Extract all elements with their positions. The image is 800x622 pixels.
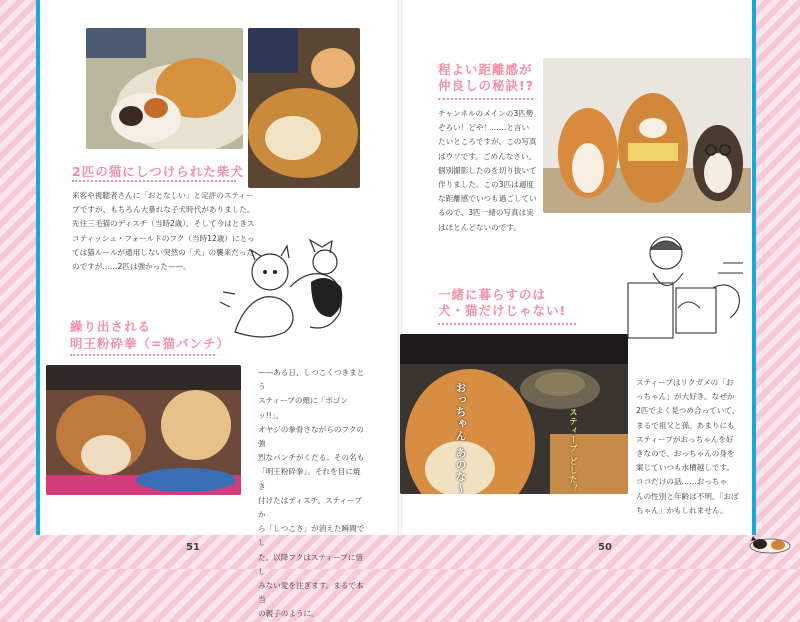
- photo-caption-tortoise-speech: [452, 382, 468, 495]
- caption-line: おっちゃん: [454, 382, 467, 442]
- text-line: のですが……2匹は強かった——。: [72, 262, 191, 272]
- illustration-cats-punching-dog: [215, 232, 360, 347]
- text-line: ら「しつこさ」が消えた瞬間でし: [258, 524, 365, 548]
- heading-cat-punch-technique: [70, 318, 230, 352]
- text-line: な距離感でいつも過ごしてい: [438, 194, 537, 204]
- photo-cat-punching-steve: [46, 365, 241, 495]
- left-edge-strip: [36, 0, 40, 535]
- text-line: オヤジの拳骨さながらのフクの強: [258, 424, 365, 449]
- page-number-left: 51: [186, 542, 200, 553]
- heading-line: 繰り出される: [70, 319, 152, 334]
- heading-line: 犬・猫だけじゃない!: [438, 303, 567, 318]
- text-line: スティーブはリクガメの「お: [636, 378, 734, 387]
- heading-underline: [72, 180, 236, 182]
- text-line: るので、3匹一緒の写真は実: [438, 208, 534, 218]
- text-line: ココだけの話……おっちゃ: [636, 477, 728, 487]
- heading-underline: [438, 323, 576, 325]
- text-line: はほとんどないのです。: [438, 222, 521, 232]
- text-line: の親子のように。: [258, 609, 319, 619]
- text-line: た。以降フクはスティーブに惜し: [258, 552, 363, 576]
- heading-distance-secret: [438, 62, 534, 94]
- page-number-right: 50: [598, 542, 612, 553]
- photo-dog-with-scottish-fold: [248, 28, 360, 188]
- calico-cat-icon: [748, 532, 792, 554]
- paragraph-punch-story: [258, 366, 368, 622]
- text-line: スティーブがおっちゃんを好: [636, 434, 734, 444]
- heading-not-only-dogs-and-cats: [438, 287, 566, 319]
- text-line: 個別撮影したのを切り抜いて: [438, 165, 537, 175]
- photo-steve-and-tortoise: [400, 334, 628, 494]
- text-line: チャンネルのメインの3匹勢: [438, 109, 534, 118]
- text-line: ちゃん」かもしれません。: [636, 505, 728, 515]
- heading-line: 明王粉砕拳（=猫パンチ）: [70, 336, 230, 351]
- heading-line: 仲良しの秘訣!?: [438, 78, 534, 93]
- photo-three-pets-lineup: [543, 58, 751, 213]
- text-line: きなので、おっちゃんの身を: [636, 449, 735, 459]
- text-line: スティーブの顔に「ポゴンッ!!」。: [258, 396, 348, 420]
- text-line: 案じていつも水槽越しです。: [636, 463, 735, 473]
- text-line: 先住三毛猫のディスチ（当時2歳）、そして今はときス: [72, 219, 255, 229]
- text-line: っちゃん」が大好き。なぜか: [636, 392, 735, 402]
- text-line: 来客や視聴者さんに「おとなしい」と定評のスティー: [72, 191, 254, 200]
- text-line: 2匹でよく見つめ合っていて、: [636, 406, 740, 416]
- paragraph-three-pets: [438, 107, 543, 235]
- heading-underline: [438, 98, 533, 100]
- heading-line: 一緒に暮らすのは: [438, 287, 547, 302]
- heading-line: 2匹の猫にしつけられた柴犬: [72, 164, 244, 179]
- caption-line: スティーブ: [569, 408, 578, 453]
- text-line: みない愛を注ぎます。まるで本当: [258, 581, 364, 605]
- text-line: ては猫ルールが通用しない突然の「犬」の襲来だった: [72, 247, 255, 257]
- text-line: ぞろい！どや！……と言い: [438, 123, 530, 133]
- heading-trained-by-two-cats: [72, 162, 244, 180]
- text-line: まるで祖父と孫。あまりにも: [636, 420, 735, 430]
- heading-underline: [70, 354, 215, 356]
- heading-line: 程よい距離感が: [438, 62, 533, 77]
- text-line: はウソです。ごめんなさい。: [438, 151, 537, 161]
- text-line: んの性別と年齢は不明。「おば: [636, 491, 739, 501]
- text-line: 作りました。この3匹は適度: [438, 180, 534, 190]
- text-line: 「明王粉砕拳」。それを目に焼き: [258, 467, 361, 491]
- text-line: コティッシュ・フォールドのフク（当時12歳）にとっ: [72, 233, 255, 243]
- text-line: 付けたはディスチ。スティーブか: [258, 495, 362, 520]
- text-line: ブですが、もちろん大暴れな子犬時代がありました。: [72, 205, 255, 215]
- caption-line: あのな〜: [454, 446, 467, 495]
- text-line: たいところですが、この写真: [438, 137, 537, 147]
- caption-line: どした？: [569, 456, 578, 493]
- text-line: 烈なパンチがくだる。その名も: [258, 453, 365, 463]
- photo-dog-with-calico-cat: [86, 28, 243, 149]
- photo-caption-steve-speech: [568, 408, 579, 493]
- paragraph-tortoise-story: [636, 376, 750, 518]
- illustration-tortoise-tank: [618, 228, 753, 348]
- text-line: ——ある日、しつこくつきまとう: [258, 368, 365, 392]
